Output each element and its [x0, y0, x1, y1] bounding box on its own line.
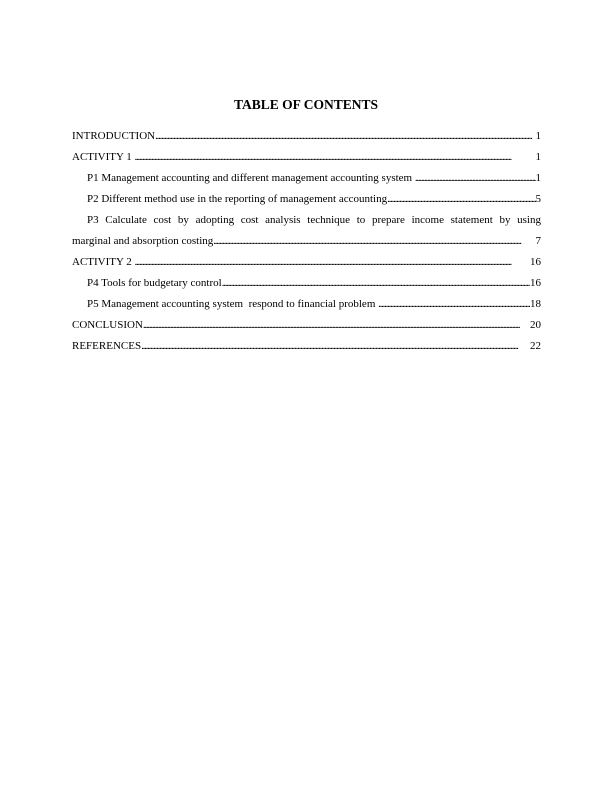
toc-leader-dots — [135, 147, 536, 168]
toc-entry-label: P5 Management accounting system respond to financial problem — [87, 298, 379, 310]
toc-entry-page: 1 — [535, 130, 541, 142]
toc-leader-dots — [213, 231, 535, 252]
toc-entry-references[interactable] — [72, 336, 541, 357]
toc-entry-label: P2 Different method use in the reporting of management accounting — [87, 193, 388, 205]
toc-leader-dots — [155, 126, 535, 147]
toc-leader-dots — [135, 252, 530, 273]
toc-entry-conclusion[interactable] — [72, 315, 541, 336]
toc-entry-page: 1 — [535, 172, 541, 184]
toc-leader-dots — [415, 168, 536, 189]
toc-entry-label: ACTIVITY 2 — [72, 256, 135, 268]
toc-entry-page: 18 — [530, 298, 541, 310]
toc-entry-label-line1: P3 Calculate cost by adopting cost analysis technique to prepare income statement by using — [87, 214, 541, 226]
toc-entry-label: REFERENCES — [72, 340, 142, 352]
toc-entry-p3[interactable] — [72, 210, 541, 252]
toc-entry-introduction[interactable] — [72, 126, 541, 147]
toc-entry-page: 20 — [530, 319, 541, 331]
toc-entry-page: 16 — [530, 256, 541, 268]
toc-entry-label: CONCLUSION — [72, 319, 143, 331]
toc-entry-page: 7 — [535, 235, 541, 247]
toc-leader-dots — [143, 315, 530, 336]
toc-title: TABLE OF CONTENTS — [233, 97, 379, 112]
toc-entry-page: 1 — [535, 151, 541, 163]
toc-entry-page: 16 — [530, 277, 541, 289]
toc-entry-p4[interactable] — [72, 273, 541, 294]
toc-entry-label: P4 Tools for budgetary control — [87, 277, 222, 289]
toc-entry-p5[interactable] — [72, 294, 541, 315]
toc-entry-label: INTRODUCTION — [72, 130, 156, 142]
toc-leader-dots — [141, 336, 530, 357]
toc-entry-p2[interactable] — [72, 189, 541, 210]
toc-entry-label-line2: marginal and absorption costing — [72, 235, 214, 247]
toc-leader-dots — [387, 189, 535, 210]
toc-leader-dots — [378, 294, 530, 315]
toc-entry-label: ACTIVITY 1 — [72, 151, 135, 163]
table-of-contents — [72, 126, 541, 357]
toc-leader-dots — [222, 273, 530, 294]
toc-entry-p1[interactable] — [72, 168, 541, 189]
toc-entry-page: 22 — [530, 340, 541, 352]
toc-entry-activity-2[interactable] — [72, 252, 541, 273]
toc-entry-activity-1[interactable] — [72, 147, 541, 168]
toc-entry-page: 5 — [535, 193, 541, 205]
toc-entry-label: P1 Management accounting and different management accounting system — [87, 172, 415, 184]
